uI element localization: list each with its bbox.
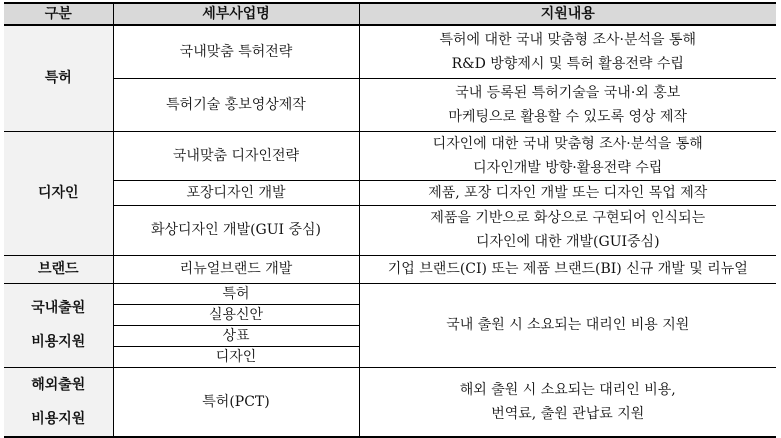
header-program-name: 세부사업명 xyxy=(113,3,359,25)
category-patent: 특허 xyxy=(4,25,113,131)
support-content xyxy=(359,205,776,255)
category-line: 비용지원 xyxy=(31,410,86,427)
table-row xyxy=(4,131,776,180)
program-name: 특허 xyxy=(113,283,359,304)
category-domestic-filing xyxy=(4,283,113,367)
support-content-line: 기업 브랜드(CI) 또는 제품 브랜드(BI) 신규 개발 및 리뉴얼 xyxy=(387,261,748,277)
program-name: 실용신안 xyxy=(113,304,359,325)
table-row xyxy=(4,255,776,283)
support-content xyxy=(359,131,776,180)
support-content-line: 디자인개발 방향·활용전략 수립 xyxy=(473,159,663,176)
table-row xyxy=(4,25,776,78)
program-name: 특허(PCT) xyxy=(113,367,359,437)
table-row xyxy=(4,367,776,437)
support-content-line: R&D 방향제시 및 특허 활용전략 수립 xyxy=(451,55,684,72)
support-content-line: 특허에 대한 국내 맞춤형 조사·분석을 통해 xyxy=(439,31,697,48)
header-category: 구분 xyxy=(4,3,113,25)
support-content-line: 디자인에 대한 개발(GUI중심) xyxy=(475,234,660,250)
support-content-line: 마케팅으로 활용할 수 있도록 영상 제작 xyxy=(448,108,688,125)
support-content-line: 번역료, 출원 관납료 지원 xyxy=(491,405,645,422)
support-content-line: 국내 등록된 특허기술을 국내·외 홍보 xyxy=(455,84,681,101)
support-content-line: 디자인에 대한 국내 맞춤형 조사·분석을 통해 xyxy=(432,135,703,152)
table-row xyxy=(4,283,776,304)
support-content xyxy=(359,25,776,78)
table-row xyxy=(4,180,776,205)
support-content xyxy=(359,367,776,437)
support-program-table xyxy=(4,2,776,438)
table-row xyxy=(4,78,776,131)
support-content: 국내 출원 시 소요되는 대리인 비용 지원 xyxy=(359,283,776,367)
program-name: 리뉴얼브랜드 개발 xyxy=(113,255,359,283)
support-content xyxy=(359,180,776,205)
program-name: 특허기술 홍보영상제작 xyxy=(113,78,359,131)
category-overseas-filing xyxy=(4,367,113,437)
category-design: 디자인 xyxy=(4,131,113,255)
support-content xyxy=(359,78,776,131)
header-support-content: 지원내용 xyxy=(359,3,776,25)
program-name: 포장디자인 개발 xyxy=(113,180,359,205)
category-line: 비용지원 xyxy=(31,334,86,350)
support-content-line: 제품을 기반으로 화상으로 구현되어 인식되는 xyxy=(430,210,706,226)
category-brand: 브랜드 xyxy=(4,255,113,283)
program-name: 상표 xyxy=(113,325,359,346)
program-name: 국내맞춤 디자인전략 xyxy=(113,131,359,180)
table-row xyxy=(4,205,776,255)
support-content-line: 해외 출원 시 소요되는 대리인 비용, xyxy=(459,381,676,398)
support-content xyxy=(359,255,776,283)
program-name: 화상디자인 개발(GUI 중심) xyxy=(113,205,359,255)
header-row xyxy=(4,3,776,25)
category-line: 해외출원 xyxy=(31,376,86,393)
program-name: 디자인 xyxy=(113,346,359,367)
category-line: 국내출원 xyxy=(31,300,86,316)
support-content-line: 제품, 포장 디자인 개발 또는 디자인 목업 제작 xyxy=(428,184,708,201)
program-name: 국내맞춤 특허전략 xyxy=(113,25,359,78)
